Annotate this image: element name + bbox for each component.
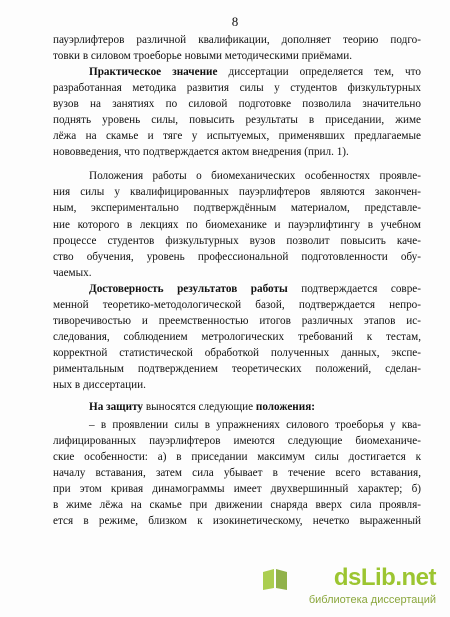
text-line: Положения работы о биомеханических особенностях проявле- <box>89 170 421 183</box>
text-line: ство обучения, уровень профессиональной подготовленности обу- <box>53 250 421 263</box>
text-line: нововведения, что подтверждается актом внедрения (прил. 1). <box>53 146 349 159</box>
text-line: – в проявлении силы в упражнениях силового троеборья у ква- <box>89 419 421 432</box>
paragraph-defense: На защиту выносятся следующие положения: <box>89 401 315 414</box>
text-line: ние которого в лекциях по биомеханике и пауэрлифтингу в учебном <box>53 218 421 231</box>
document-body <box>53 32 421 529</box>
text-line: в жиме лёжа на скамье при движении снаряда вверх сила проявля- <box>53 499 421 512</box>
text-line: ется в режиме, близком к изокинетическому, нечетко выраженный <box>53 515 421 528</box>
text-line: пауэрлифтеров различной квалификации, дополняет теорию подго- <box>53 34 421 46</box>
text-line: менной теоретико-методологической базой, подтверждается непро- <box>53 298 421 311</box>
heading-positions: положения: <box>255 401 315 414</box>
text-line: тиворечивостью и преемственностью итогов различных этапов ис- <box>53 314 421 327</box>
watermark <box>260 564 440 612</box>
text-line: риментальным подтверждением теоретических положений, сделан- <box>53 362 421 375</box>
text-line: лёжа на скамье и тяге у испытуемых, применявших предлагаемые <box>53 130 421 143</box>
paragraph-practical-significance: Практическое значение диссертации определяется тем, что <box>89 66 421 79</box>
text-line: лифицированных пауэрлифтеров имеются следующие биомеханиче- <box>53 435 421 448</box>
text-line: разработанная методика развития силы у студентов физкультурных <box>53 82 421 95</box>
heading-reliability: Достоверность результатов работы <box>89 282 288 295</box>
text-line: началу вставания, затем сила убывает в течение всего вставания, <box>53 467 421 480</box>
text-line: чаемых. <box>53 266 92 279</box>
text-line: ния силы у квалифицированных пауэрлифтеров являются закончен- <box>53 186 421 199</box>
text-line: ские особенности: а) в приседании максимум силы достигается к <box>53 451 421 464</box>
heading-defense: На защиту <box>89 401 144 414</box>
book-logo-icon <box>260 566 290 592</box>
page-number: 8 <box>231 14 239 29</box>
text-line: ным, экспериментально подтверждённым материалом, представле- <box>53 202 421 215</box>
text-line: следования, соблюдением метрологических требований к тестам, <box>53 330 421 343</box>
text-line: вузов на занятиях по силовой подготовке позволила значительно <box>53 98 421 111</box>
text-line: товки в силовом троеборье новыми методическими приёмами. <box>53 50 353 63</box>
text-line: поднять уровень силы, повысить результаты в приседании, жиме <box>53 114 421 127</box>
text-line: процессе студентов физкультурных вузов позволит повысить каче- <box>53 234 421 247</box>
text-line: корректной статистической обработкой полученных данных, экспе- <box>53 346 421 359</box>
text-line: ных в диссертации. <box>53 378 146 391</box>
paragraph-reliability: Достоверность результатов работы подтверждается совре- <box>89 282 421 295</box>
text-line: при этом кривая динамограммы имеет двухвершинный характер; б) <box>53 483 421 496</box>
watermark-tagline: библиотека диссертаций <box>308 594 436 606</box>
heading-practical-significance: Практическое значение <box>89 66 218 79</box>
watermark-logo: dsLib.net <box>333 564 436 591</box>
